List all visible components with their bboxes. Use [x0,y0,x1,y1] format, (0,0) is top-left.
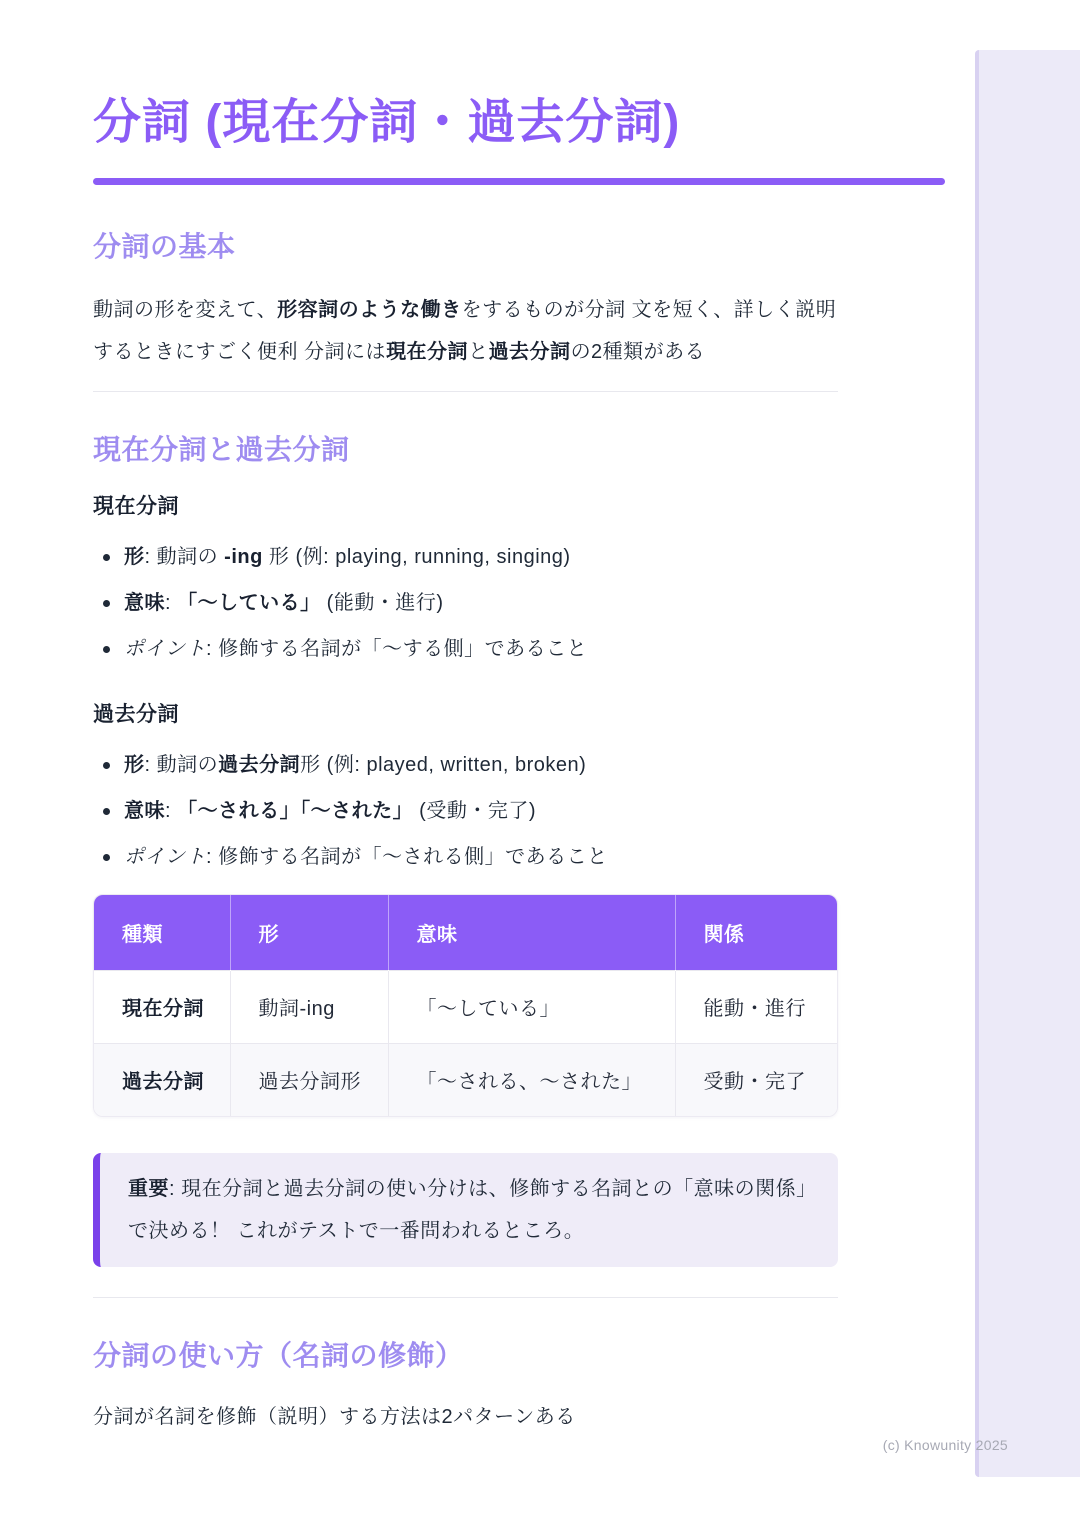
present-participle-list [93,542,838,664]
text-run-bold: 「〜している」 [177,592,321,614]
text-run-bold: -ing [224,546,263,568]
side-strip [975,50,1080,1477]
text-run-bold: 過去分詞 [488,341,571,363]
important-callout [93,1153,838,1267]
section-divider [93,391,838,392]
table-header-cell: 種類 [94,895,230,970]
copyright-footer: (c) Knowunity 2025 [882,1437,1008,1453]
text-run-bold: 「〜される」「〜された」 [177,800,414,822]
usage-paragraph: 分詞が名詞を修飾（説明）する方法は2パターンある [93,1406,576,1428]
list-item-point [124,842,838,872]
table-cell: 「〜している」 [388,970,675,1043]
table-row [94,1043,837,1116]
table-cell: 現在分詞 [94,970,230,1043]
list-item-meaning [124,588,838,618]
table-cell: 過去分詞 [94,1043,230,1116]
basics-paragraph [93,289,838,373]
table-cell: 過去分詞形 [230,1043,388,1116]
text-run: 形 (例: played, written, broken) [300,754,587,776]
table-cell: 能動・進行 [675,970,837,1043]
text-run: : 動詞の [144,546,225,568]
text-run-bold: 過去分詞 [218,754,301,776]
section-divider [93,1297,838,1298]
text-run: : 修飾する名詞が「〜される側」であること [206,846,608,868]
bullet-label-italic: ポイント [124,846,206,868]
text-run: 動詞の形を変えて、 [93,299,278,321]
bullet-label-italic: ポイント [124,638,206,660]
list-item-form [124,750,838,780]
text-run-bold: 形容詞のような働き [277,299,462,321]
text-run: (能動・進行) [320,592,444,614]
section-heading-participles: 現在分詞と過去分詞 [93,434,350,465]
text-run: : [165,800,178,822]
table-header-row [94,895,837,970]
bullet-label: 形 [124,754,145,776]
table-cell: 「〜される、〜された」 [388,1043,675,1116]
past-participle-list [93,750,838,872]
text-run-bold: 現在分詞 [386,341,469,363]
title-rule [93,178,945,185]
text-run: と [468,341,489,363]
table-header-cell: 関係 [675,895,837,970]
bullet-label: 意味 [124,592,165,614]
bullet-label: 意味 [124,800,165,822]
table-header-cell: 形 [230,895,388,970]
list-item-point [124,634,838,664]
text-run: をするものが分詞 文を短く、詳しく説明するときにすごく便利 分詞には [93,299,837,363]
text-run: : 動詞の [144,754,219,776]
callout-label: 重要 [128,1178,169,1200]
text-run: : 修飾する名詞が「〜する側」であること [206,638,588,660]
bullet-label: 形 [124,546,145,568]
list-item-form [124,542,838,572]
table-row [94,970,837,1043]
past-participle-heading: 過去分詞 [93,703,179,726]
table-cell: 受動・完了 [675,1043,837,1116]
text-run: の2種類がある [570,341,706,363]
list-item-meaning [124,796,838,826]
table-cell: 動詞-ing [230,970,388,1043]
page-title: 分詞 (現在分詞・過去分詞) [93,96,681,149]
callout-text: : 現在分詞と過去分詞の使い分けは、修飾する名詞との「意味の関係」で決める！ これがテストで一番問われるところ。 [128,1178,807,1242]
table-header-cell: 意味 [388,895,675,970]
present-participle-heading: 現在分詞 [93,495,179,518]
text-run: : [165,592,178,614]
comparison-table [93,894,838,1117]
section-heading-usage: 分詞の使い方（名詞の修飾） [93,1340,464,1371]
section-heading-basics: 分詞の基本 [93,231,236,262]
text-run: (受動・完了) [413,800,537,822]
text-run: 形 (例: playing, running, singing) [262,546,571,568]
